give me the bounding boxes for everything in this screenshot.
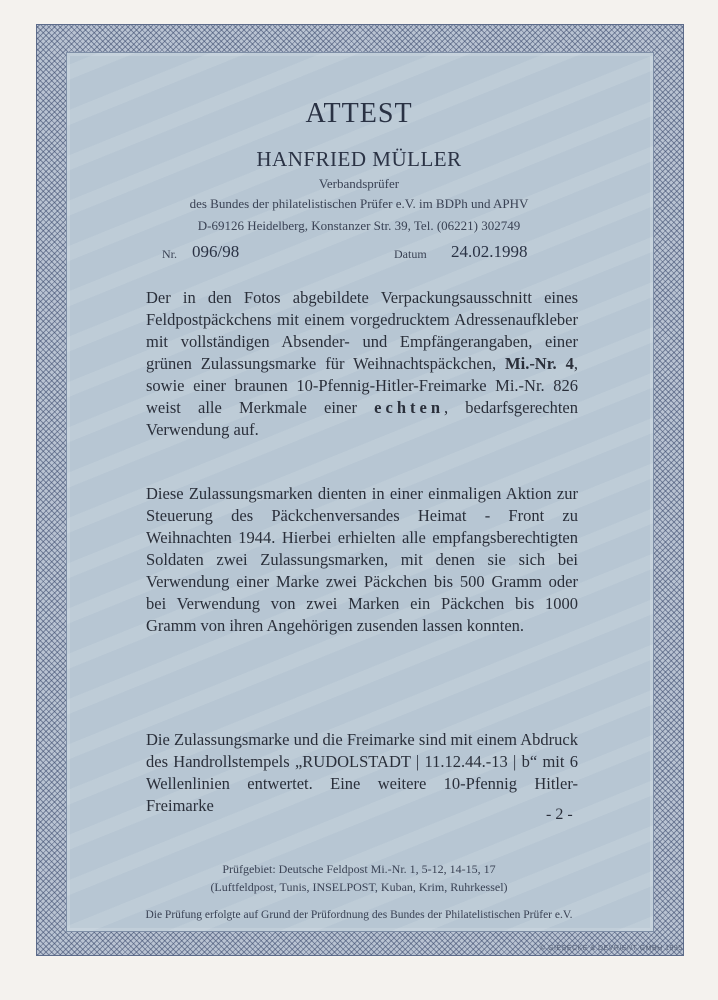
association-line: des Bundes der philatelistischen Prüfer e.V. im BDPh und APHV — [189, 196, 529, 211]
date-label: Datum — [394, 247, 427, 261]
certificate-number: 096/98 — [192, 242, 240, 261]
paragraph-1 — [146, 287, 578, 441]
paragraph-3: Die Zulassungsmarke und die Freimarke sind mit einem Abdruck des Handrollstempels „RUDOLSTADT | 11.12.44.-13 | b“ mit 6 Wellenlinien entwertet. Eine weitere 10-Pfennig Hitler-Freimarke — [146, 730, 578, 815]
footer-scope-detail: (Luftfeldpost, Tunis, INSELPOST, Kuban, Krim, Ruhrkessel) — [210, 880, 508, 894]
certificate-title: ATTEST — [305, 98, 413, 129]
examiner-name: HANFRIED MÜLLER — [256, 147, 462, 171]
printer-imprint: © GIESECKE & DEVRIENT GMBH 1995 — [540, 945, 683, 952]
certificate-date: 24.02.1998 — [451, 242, 528, 261]
paragraph-2: Diese Zulassungsmarken dienten in einer einmaligen Aktion zur Steuerung des Päckchenversandes Heimat - Front zu Weihnachten 1944. Hierbei erhielten alle empfangsberechtigten Soldaten zwei Zulassungsmarken, mit denen sie sich bei Verwendung einer Marke zwei Päckchen bis 500 Gramm oder bei Verwendung von zwei Marken ein Päckchen bis 1000 Gramm von ihren Angehörigen zusenden lassen konnten. — [146, 484, 578, 635]
footer-regulation-line: Die Prüfung erfolgte auf Grund der Prüfordnung des Bundes der Philatelistischen Prüfer e.V. — [145, 909, 573, 921]
catalog-number: Mi.-Nr. 4 — [505, 354, 574, 373]
paragraph-1-text-a: Der in den Fotos abgebildete Verpackungsausschnitt eines Feldpostpäckchens mit einem vorgedrucktem Adressenaufkleber mit vollständigen Absender- und Empfängerangaben, einer grünen Zulassungsmarke für Weihnachtspäckchen, — [146, 288, 578, 373]
paragraph-1-text-c: , bedarfsgerechten Verwendung auf. — [146, 398, 578, 439]
number-label: Nr. — [162, 247, 177, 261]
address-line: D-69126 Heidelberg, Konstanzer Str. 39, Tel. (06221) 302749 — [197, 218, 521, 233]
genuine-word: echten — [374, 398, 444, 417]
examiner-role: Verbandsprüfer — [318, 176, 400, 191]
footer-scope-line: Prüfgebiet: Deutsche Feldpost Mi.-Nr. 1, 5-12, 14-15, 17 — [222, 862, 496, 876]
page-number: - 2 - — [546, 806, 573, 823]
paragraph-1-text-b: , sowie einer braunen 10-Pfennig-Hitler-Freimarke Mi.-Nr. 826 weist alle Merkmale einer — [146, 354, 578, 417]
